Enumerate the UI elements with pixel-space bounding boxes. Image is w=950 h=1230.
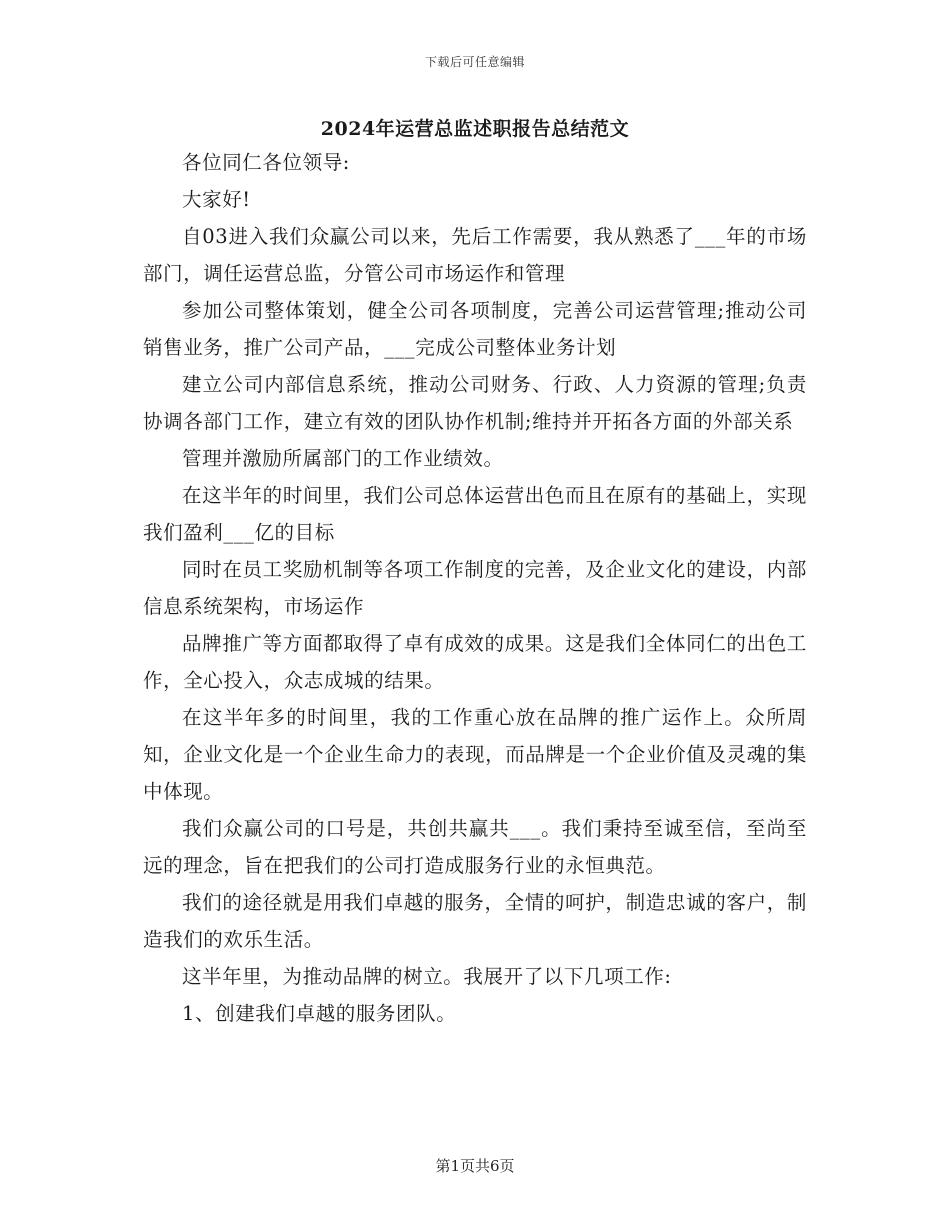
document-title: 2024年运营总监述职报告总结范文 [320, 118, 630, 140]
header-note: 下载后可任意编辑 [424, 55, 525, 69]
paragraph: 1、创建我们卓越的服务团队。 [182, 1002, 457, 1025]
paragraph: 各位同仁各位领导: [182, 151, 350, 174]
paragraph: 参加公司整体策划，健全公司各项制度，完善公司运营管理;推动公司销售业务，推广公司产品，___完成公司整体业务计划 [143, 299, 807, 359]
paragraph: 建立公司内部信息系统，推动公司财务、行政、人力资源的管理;负责协调各部门工作，建立有效的团队协作机制;维持并开拓各方面的外部关系 [143, 373, 807, 433]
page-number-footer: 第1页共6页 [435, 1157, 515, 1175]
paragraph: 管理并激励所属部门的工作业绩效。 [182, 447, 504, 470]
paragraph: 大家好! [182, 188, 251, 211]
paragraph: 品牌推广等方面都取得了卓有成效的成果。这是我们全体同仁的出色工作，全心投入，众志成城的结果。 [143, 632, 807, 692]
paragraph: 自03进入我们众赢公司以来，先后工作需要，我从熟悉了___年的市场部门，调任运营总监，分管公司市场运作和管理 [143, 225, 807, 285]
paragraph: 我们的途径就是用我们卓越的服务，全情的呵护，制造忠诚的客户，制造我们的欢乐生活。 [143, 891, 807, 951]
paragraph: 在这半年多的时间里，我的工作重心放在品牌的推广运作上。众所周知，企业文化是一个企业生命力的表现，而品牌是一个企业价值及灵魂的集中体现。 [143, 706, 807, 803]
paragraph: 我们众赢公司的口号是，共创共赢共___。我们秉持至诚至信，至尚至远的理念，旨在把我们的公司打造成服务行业的永恒典范。 [143, 817, 807, 877]
paragraph: 这半年里，为推动品牌的树立。我展开了以下几项工作: [182, 965, 672, 988]
paragraph: 同时在员工奖励机制等各项工作制度的完善，及企业文化的建设，内部信息系统架构，市场运作 [143, 558, 807, 618]
document-body [143, 144, 807, 1032]
paragraph: 在这半年的时间里，我们公司总体运营出色而且在原有的基础上，实现我们盈利___亿的目标 [143, 484, 807, 544]
